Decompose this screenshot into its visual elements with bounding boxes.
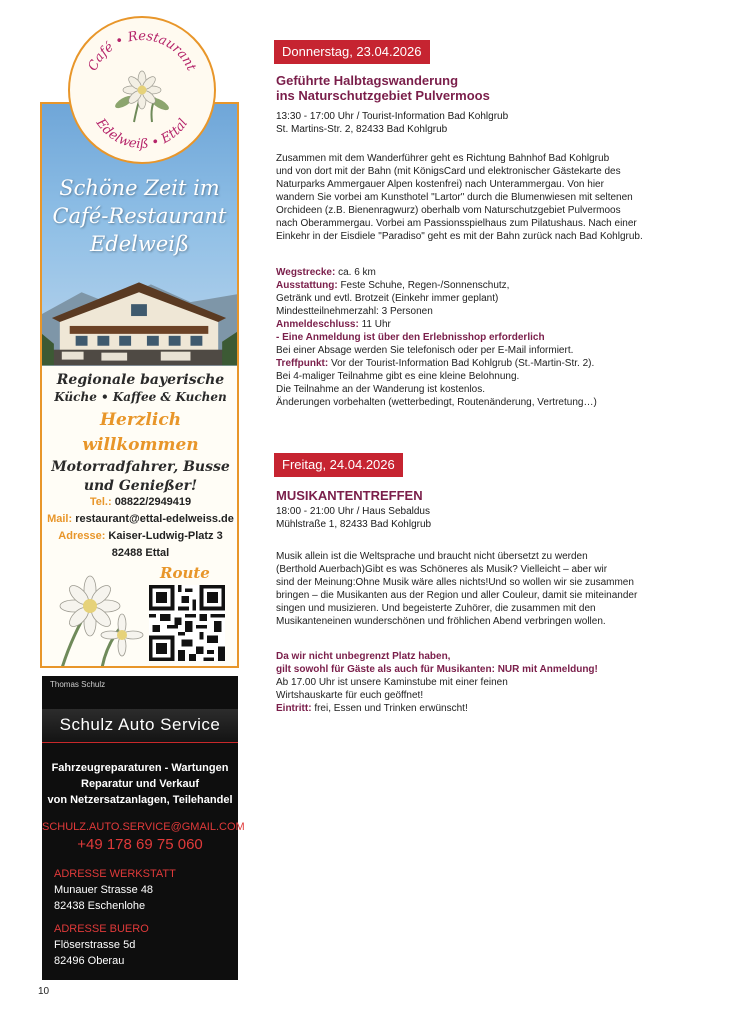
ad-slogan-line-3: Edelweiß	[89, 232, 190, 256]
event2-admission-label: Eintritt:	[276, 703, 312, 714]
event1-reward: Bei 4-maliger Teilnahme gibt es eine kleine Belohnung.	[276, 371, 520, 382]
ad-street-value: Kaiser-Ludwig-Platz 3	[108, 530, 223, 542]
event1-meeting: Vor der Tourist-Information Bad Kohlgrub (St.-Martin-Str. 2).	[331, 358, 595, 369]
event1-desc-line: nach Oberammergau. Vorbei am Passionsspielhaus zum Pilatushaus. Nach einer	[276, 218, 637, 229]
page-number: 10	[38, 986, 50, 997]
event2-desc-line: singen und musizieren. Und begeisterte Zuhörer, die zusammen mit den	[276, 603, 596, 614]
ad-cuisine-line: Küche • Kaffee & Kuchen	[54, 390, 227, 404]
ad-slogan-line-1: Schöne Zeit im	[59, 176, 220, 200]
event1-details	[276, 266, 696, 409]
ad-address-label: Adresse:	[58, 530, 106, 542]
event1-equipment-label: Ausstattung:	[276, 280, 338, 291]
svg-text:Edelweiß • Ettal	[92, 115, 191, 152]
event1-desc-line: Orchideen (z.B. Bienenragwurz) oberhalb vom Naturschutzgebiet Pulvermoos	[276, 205, 621, 216]
schulz-office-label: ADRESSE BUERO	[54, 923, 149, 935]
schulz-email[interactable]: SCHULZ.AUTO.SERVICE@GMAIL.COM	[42, 821, 245, 833]
event2-stube-2: Wirtshauskarte für euch geöffnet!	[276, 690, 424, 701]
event1-equipment-1: Feste Schuhe, Regen-/Sonnenschutz,	[340, 280, 510, 291]
schulz-brand-title: Schulz Auto Service	[59, 715, 221, 734]
ad-regional-line: Regionale bayerische	[56, 372, 225, 388]
event1-description	[276, 152, 696, 243]
event2-admission: frei, Essen und Trinken erwünscht!	[314, 703, 468, 714]
event2-desc-line: Musik allein ist die Weltsprache und braucht nicht übersetzt zu werden	[276, 551, 588, 562]
schulz-service-line-2: Reparatur und Verkauf	[81, 778, 199, 790]
edelweiss-flower-icon	[42, 566, 146, 668]
event1-desc-line: Einkehr in der Eisdiele "Paradiso" geht es mit der Bahn zurück nach Bad Kohlgrub.	[276, 231, 643, 242]
ad-tel-label: Tel.:	[89, 496, 112, 508]
restaurant-building-photo	[42, 274, 237, 366]
ad-route-label: Route	[160, 564, 210, 582]
event1-time-place: 13:30 - 17:00 Uhr / Tourist-Information Bad Kohlgrub	[276, 111, 509, 122]
event1-changes: Änderungen vorbehalten (wetterbedingt, Routenänderung, Vertretung…)	[276, 397, 597, 408]
ad-audience-line-1: Motorradfahrer, Busse	[51, 459, 230, 475]
event2-desc-line: (Berthold Auerbach)Gibt es was Schöneres als Musik? Vielleicht – aber wir	[276, 564, 608, 575]
event2-desc-line: bringen – die Musikanten aus der Region und aller Couleur, damit sie miteinander	[276, 590, 638, 601]
event2-date-badge: Freitag, 24.04.2026	[274, 453, 403, 477]
ad-welcome-line: Herzlich willkommen	[82, 410, 199, 455]
event1-desc-line: und von dort mit der Bahn (mit KönigsCard und elektronischer Gästekarte des	[276, 166, 621, 177]
event1-desc-line: Zusammen mit dem Wanderführer geht es Richtung Bahnhof Bad Kohlgrub	[276, 153, 610, 164]
schulz-workshop-label: ADRESSE WERKSTATT	[54, 868, 176, 880]
event2-details	[276, 650, 696, 715]
event1-cancel-note: Bei einer Absage werden Sie telefonisch oder per E-Mail informiert.	[276, 345, 574, 356]
event2-desc-line: sind der Meinung:Ohne Musik wäre alles nichts!Und so wollen wir sie zusammen	[276, 577, 634, 588]
logo-edelweiss-icon	[113, 71, 170, 122]
svg-text:Café • Restaurant	[85, 29, 198, 74]
event1-deadline-label: Anmeldeschluss:	[276, 319, 359, 330]
logo-bottom-text: Edelweiß • Ettal	[92, 116, 192, 153]
event1-equipment-2: Getränk und evtl. Brotzeit (Einkehr immer geplant)	[276, 293, 499, 304]
edelweiss-ad	[40, 102, 239, 668]
ad-slogan-line-2: Café-Restaurant	[52, 204, 227, 228]
event1-title-line-2: ins Naturschutzgebiet Pulvermoos	[276, 88, 490, 103]
event2-title: MUSIKANTENTREFFEN	[276, 488, 423, 503]
ad-mail-label: Mail:	[47, 513, 73, 525]
schulz-workshop-city: 82438 Eschenlohe	[54, 900, 146, 912]
event2-info	[276, 505, 431, 531]
ad-city-value: 82488 Ettal	[111, 547, 170, 559]
schulz-owner-name: Thomas Schulz	[50, 680, 106, 689]
schulz-auto-ad	[42, 676, 245, 980]
schulz-service-line-3: von Netzersatzanlagen, Teilehandel	[47, 794, 233, 806]
schulz-office-address	[54, 921, 149, 969]
schulz-workshop-address	[54, 866, 176, 914]
ad-mail-value[interactable]: restaurant@ettal-edelweiss.de	[75, 513, 234, 525]
event2-notice-1: Da wir nicht unbegrenzt Platz haben,	[276, 651, 451, 662]
event1-title	[276, 73, 490, 103]
schulz-office-city: 82496 Oberau	[54, 955, 125, 967]
event1-free: Die Teilnahme an der Wanderung ist kostenlos.	[276, 384, 486, 395]
event1-address: St. Martins-Str. 2, 82433 Bad Kohlgrub	[276, 124, 448, 135]
event2-time-place: 18:00 - 21:00 Uhr / Haus Sebaldus	[276, 506, 430, 517]
event1-title-line-1: Geführte Halbtagswanderung	[276, 73, 459, 88]
event1-registration-note: - Eine Anmeldung ist über den Erlebnisshop erforderlich	[276, 332, 545, 343]
event1-deadline: 11 Uhr	[361, 319, 391, 330]
schulz-office-street: Flöserstrasse 5d	[54, 939, 136, 951]
event1-min-participants: Mindestteilnehmerzahl: 3 Personen	[276, 306, 433, 317]
event1-info	[276, 110, 508, 136]
ad-audience-line-2: und Genießer!	[83, 478, 198, 494]
event1-desc-line: Naturparks Ammergauer Alpen kostenfrei) nach Unterammergau. Von hier	[276, 179, 604, 190]
event1-meeting-label: Treffpunkt:	[276, 358, 329, 369]
event1-distance-label: Wegstrecke:	[276, 267, 336, 278]
event1-distance: ca. 6 km	[338, 267, 376, 278]
event2-notice-2: gilt sowohl für Gäste als auch für Musikanten: NUR mit Anmeldung!	[276, 664, 598, 675]
event2-address: Mühlstraße 1, 82433 Bad Kohlgrub	[276, 519, 432, 530]
event1-desc-line: wandern Sie vorbei am Kunsthotel "Lartor" durch die Blumenwiesen mit seltenen	[276, 192, 633, 203]
schulz-services	[42, 760, 238, 808]
edelweiss-logo	[68, 16, 216, 164]
event1-date-badge: Donnerstag, 23.04.2026	[274, 40, 430, 64]
event2-desc-line: Musikanteneinen wunderschönen und fröhlichen Abend verbringen wollen.	[276, 616, 606, 627]
ad-tel-value[interactable]: 08822/2949419	[114, 496, 192, 508]
event2-stube-1: Ab 17.00 Uhr ist unsere Kaminstube mit einer feinen	[276, 677, 508, 688]
event2-description	[276, 550, 696, 628]
ad-contact-block	[42, 494, 239, 562]
qr-code-icon[interactable]	[149, 585, 225, 661]
schulz-phone[interactable]: +49 178 69 75 060	[77, 836, 203, 853]
schulz-workshop-street: Munauer Strasse 48	[54, 884, 154, 896]
schulz-service-line-1: Fahrzeugreparaturen - Wartungen	[51, 762, 229, 774]
logo-top-text: Café • Restaurant	[85, 28, 199, 74]
